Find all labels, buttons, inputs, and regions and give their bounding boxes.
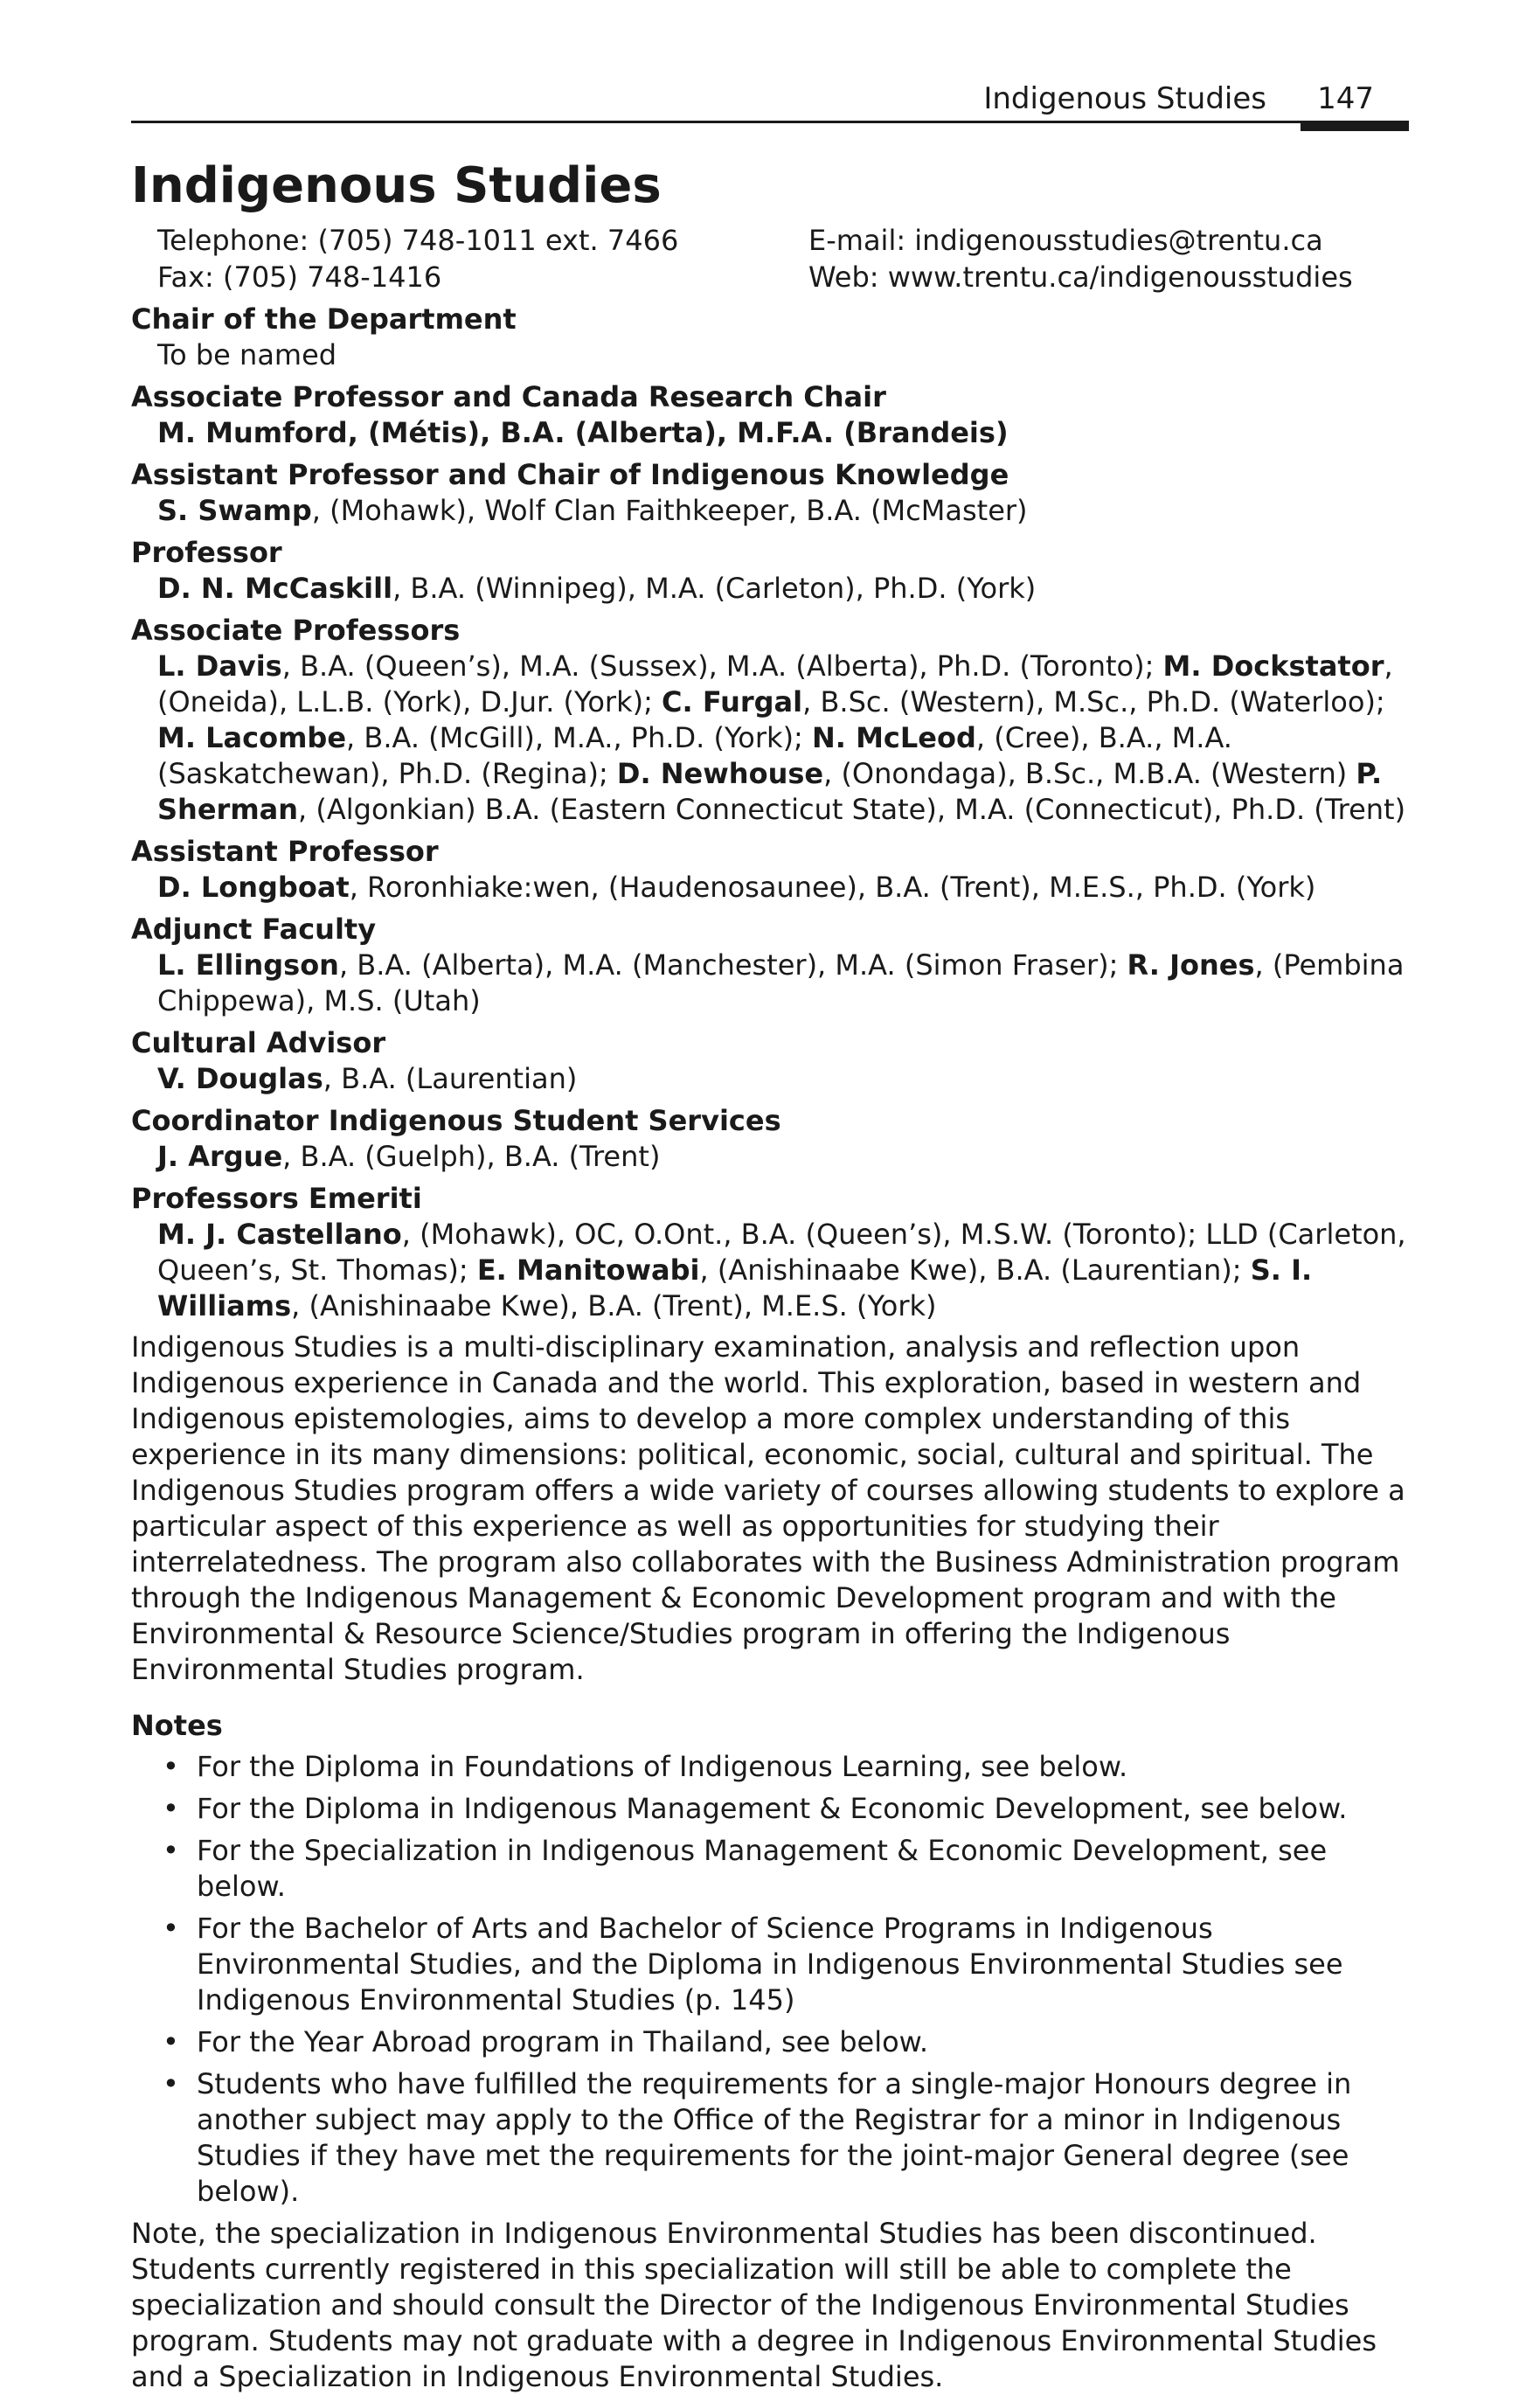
coordinator-heading: Coordinator Indigenous Student Services <box>131 1104 781 1137</box>
adjunct-entry <box>131 948 1409 1019</box>
ik-credentials: , (Mohawk), Wolf Clan Faithkeeper, B.A. (McMaster) <box>311 494 1028 527</box>
coordinator-credentials: , B.A. (Guelph), B.A. (Trent) <box>282 1140 661 1173</box>
associate-entry <box>131 649 1409 828</box>
list-item: • For the Diploma in Indigenous Management & Economic Development, see below. <box>131 1791 1409 1827</box>
associate-credentials: , (Onondaga), B.Sc., M.B.A. (Western) <box>823 757 1356 790</box>
associate-name: M. Dockstator <box>1162 649 1384 683</box>
list-item: • Students who have fulfilled the requirements for a single-major Honours degree in another subject may apply to the Office of the Registrar for a minor in Indigenous Studies if they have met the requirements for the joint-major General degree (see below). <box>131 2066 1409 2210</box>
assistant-name: D. Longboat <box>157 871 350 904</box>
associate-heading: Associate Professors <box>131 614 461 647</box>
page-title: Indigenous Studies <box>131 157 662 214</box>
chair-entry: To be named <box>157 338 337 371</box>
adjunct-heading: Adjunct Faculty <box>131 913 377 946</box>
page-number: 147 <box>1317 81 1374 116</box>
professor-entry <box>131 571 1409 607</box>
assistant-entry <box>131 870 1409 906</box>
assistant-credentials: , Roronhiake:wen, (Haudenosaunee), B.A. (Trent), M.E.S., Ph.D. (York) <box>349 871 1316 904</box>
emeritus-name: E. Manitowabi <box>476 1253 700 1287</box>
header-section-title: Indigenous Studies <box>983 81 1266 116</box>
associate-credentials: , B.A. (McGill), M.A., Ph.D. (York); <box>346 721 812 754</box>
assistant-heading: Assistant Professor <box>131 835 439 868</box>
page-number-bar <box>1301 121 1409 131</box>
coordinator-name: J. Argue <box>157 1140 283 1173</box>
adjunct-credentials: , B.A. (Alberta), M.A. (Manchester), M.A. (Simon Fraser); <box>338 948 1127 982</box>
associate-name: P. Sherman <box>157 757 1383 826</box>
email: E-mail: indigenousstudies@trentu.ca <box>808 224 1323 257</box>
contact-row-1 <box>131 222 1409 259</box>
crc-name: M. Mumford, (Métis), B.A. (Alberta), M.F.A. (Brandeis) <box>157 416 1009 449</box>
emeritus-name: M. J. Castellano <box>157 1218 402 1251</box>
web-address: Web: www.trentu.ca/indigenousstudies <box>808 260 1353 294</box>
cultural-entry <box>131 1061 1409 1097</box>
adjunct-credentials: , (Pembina Chippewa), M.S. (Utah) <box>157 948 1405 1017</box>
ik-heading: Assistant Professor and Chair of Indigenous Knowledge <box>131 458 1009 491</box>
notes-heading: Notes <box>131 1709 223 1742</box>
coordinator-entry <box>131 1139 1409 1175</box>
notes-list <box>131 1749 1409 2210</box>
emeritus-credentials: , (Anishinaabe Kwe), B.A. (Laurentian); <box>699 1253 1251 1287</box>
chair-heading: Chair of the Department <box>131 302 517 336</box>
cultural-credentials: , B.A. (Laurentian) <box>323 1062 578 1095</box>
cultural-name: V. Douglas <box>157 1062 323 1095</box>
associate-name: N. McLeod <box>812 721 976 754</box>
associate-name: D. Newhouse <box>616 757 824 790</box>
adjunct-name: R. Jones <box>1127 948 1255 982</box>
ik-entry <box>131 493 1409 529</box>
associate-name: C. Furgal <box>662 685 803 718</box>
list-item: • For the Diploma in Foundations of Indigenous Learning, see below. <box>131 1749 1409 1785</box>
telephone: Telephone: (705) 748-1011 ext. 7466 <box>157 224 679 257</box>
professor-name: D. N. McCaskill <box>157 572 393 605</box>
crc-entry <box>131 415 1409 451</box>
crc-heading: Associate Professor and Canada Research Chair <box>131 380 886 413</box>
associate-credentials: , B.Sc. (Western), M.Sc., Ph.D. (Waterloo); <box>802 685 1385 718</box>
associate-credentials: , (Cree), B.A., M.A. (Saskatchewan), Ph.D. (Regina); <box>157 721 1232 790</box>
ik-name: S. Swamp <box>157 494 312 527</box>
adjunct-name: L. Ellingson <box>157 948 339 982</box>
list-item: • For the Specialization in Indigenous Management & Economic Development, see below. <box>131 1833 1409 1905</box>
intro-paragraph: Indigenous Studies is a multi-disciplinary examination, analysis and reflection upon Indigenous experience in Canada and the world. This exploration, based in western and Indigenous epistemologies, aims to develop a more complex understanding of this experience in its many dimensions: political, economic, social, cultural and spiritual. The Indigenous Studies program offers a wide variety of courses allowing students to explore a particular aspect of this experience as well as opportunities for studying their interrelatedness. The program also collaborates with the Business Administration program through the Indigenous Management & Economic Development program and with the Environmental & Resource Science/Studies program in offering the Indigenous Environmental Studies program. <box>131 1330 1405 1686</box>
emeritus-credentials: , (Mohawk), OC, O.Ont., B.A. (Queen’s), M.S.W. (Toronto); LLD (Carleton, Queen’s, St. Thomas); <box>157 1218 1406 1287</box>
running-header <box>131 80 1409 123</box>
emeriti-entry <box>131 1217 1409 1324</box>
emeritus-credentials: , (Anishinaabe Kwe), B.A. (Trent), M.E.S. (York) <box>291 1289 937 1322</box>
emeriti-heading: Professors Emeriti <box>131 1182 422 1215</box>
list-item: • For the Bachelor of Arts and Bachelor of Science Programs in Indigenous Environmental Studies, and the Diploma in Indigenous Environmental Studies see Indigenous Environmental Studies (p. 145) <box>131 1911 1409 2018</box>
associate-name: L. Davis <box>157 649 282 683</box>
associate-credentials: , (Oneida), L.L.B. (York), D.Jur. (York); <box>157 649 1393 718</box>
fax: Fax: (705) 748-1416 <box>157 260 442 294</box>
closing-paragraph: Note, the specialization in Indigenous Environmental Studies has been discontinued. Students currently registered in this specialization will still be able to complete the specialization and should consult the Director of the Indigenous Environmental Studies program. Students may not graduate with a degree in Indigenous Environmental Studies and a Specialization in Indigenous Environmental Studies. <box>131 2217 1377 2393</box>
contact-row-2 <box>131 259 1409 295</box>
professor-heading: Professor <box>131 536 282 569</box>
page-content <box>131 156 1409 2395</box>
associate-credentials: , (Algonkian) B.A. (Eastern Connecticut State), M.A. (Connecticut), Ph.D. (Trent) <box>298 793 1406 826</box>
associate-credentials: , B.A. (Queen’s), M.A. (Sussex), M.A. (Alberta), Ph.D. (Toronto); <box>281 649 1163 683</box>
emeritus-name: S. I. Williams <box>157 1253 1313 1322</box>
list-item: • For the Year Abroad program in Thailand, see below. <box>131 2024 1409 2060</box>
professor-credentials: , B.A. (Winnipeg), M.A. (Carleton), Ph.D. (York) <box>392 572 1037 605</box>
associate-name: M. Lacombe <box>157 721 347 754</box>
cultural-heading: Cultural Advisor <box>131 1026 386 1059</box>
